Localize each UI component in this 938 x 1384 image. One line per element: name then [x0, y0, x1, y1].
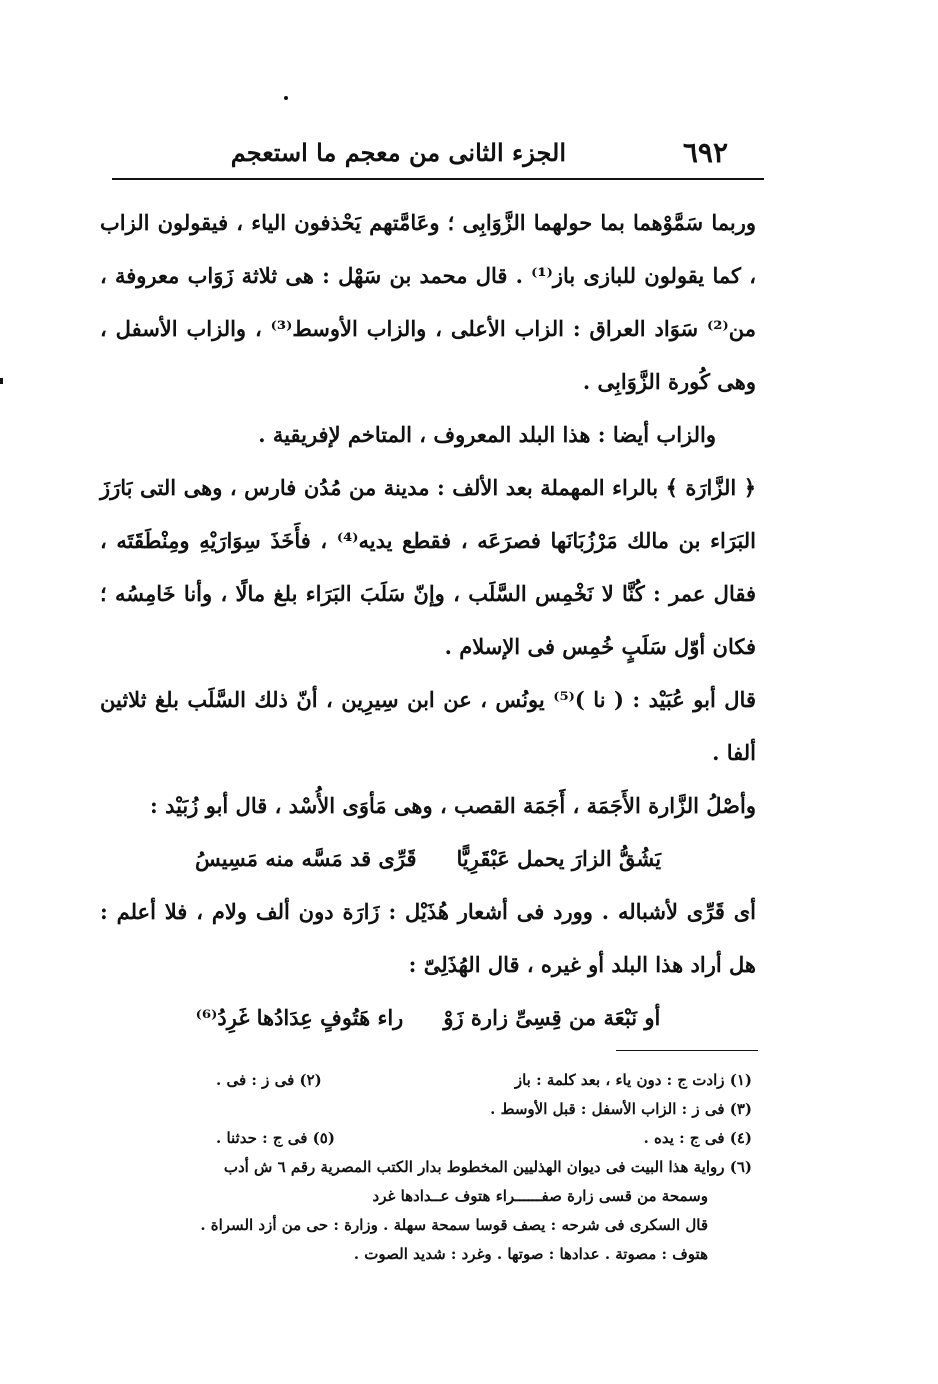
page-number: ٦٩٢ — [682, 136, 728, 169]
paragraph-origin: وأصْلُ الزَّارة الأَجَمَة ، أَجَمَة القصب ، وهى مَأوَى الأُسْد ، قال أبو زُبَيْد : — [150, 793, 756, 818]
verse-2-first-hemistich: أو نَبْعَة من قِسِىِّ زارة زَوْ — [443, 1005, 661, 1030]
paragraph-zab-also: والزاب أيضا : هذا البلد المعروف ، المتاخم لإفريقية . — [258, 422, 716, 447]
footnote-3: (٣) فى ز : الزاب الأسفل : قبل الأوسط . — [490, 1100, 752, 1118]
running-title: الجزء الثانى من معجم ما استعجم — [230, 138, 566, 167]
footnote-6: (٦) رواية هذا البيت فى ديوان الهذليين المخطوط بدار الكتب المصرية رقم ٦ ش أدب — [223, 1158, 752, 1176]
footnote-6-verse: وسمحة من قسى زارة صفــــــراء هتوف عــداد‌ها غرد — [372, 1187, 708, 1205]
footnote-4: (٤) فى ج : يده . — [643, 1129, 752, 1147]
footnotes — [96, 1066, 752, 1269]
footnote-rule — [616, 1050, 758, 1051]
footnote-row — [96, 1066, 752, 1095]
verse-hudhali — [100, 991, 756, 1044]
footnote-2: (٢) فى ز : فى . — [216, 1071, 322, 1089]
page-header — [112, 132, 762, 172]
footnote-5: (٥) فى ج : حدثنا . — [216, 1129, 335, 1147]
verse-1-second-hemistich: قَرِّى قد مَسَّه منه مَسِيسُ — [194, 846, 417, 871]
paragraph-zab: وربما سَمَّوْهما بما حولهما الزَّوَابِى ؛ وعَامَّتهم يَحْذفون الياء ، فيقولون الزاب ، كما يقولون للبازى باز⁽¹⁾ . قال محمد بن سَهْل : هى ثلاثة زَوَاب معروفة ، من⁽²⁾ سَوَاد العراق : الزاب الأعلى ، والزاب الأوسط⁽³⁾ ، والزاب الأسفل ، وهى كُورة الزَّوَابِى . — [100, 210, 756, 394]
paragraph-hudhayl: أى قَرِّى لأشباله . وورد فى أشعار هُذَيْل : زَارَة دون ألف ولام ، فلا أعلم : هل أراد هذا البلد أو غيره ، قال الهُذَلِىّ : — [100, 899, 756, 977]
footnote-row — [96, 1124, 752, 1153]
footnote-6-glossary: هتوف : مصوتة . عدادها : صوتها . وغرد : شديد الصوت . — [353, 1245, 708, 1263]
footnote-1: (١) زادت ج : دون ياء ، بعد كلمة : باز — [514, 1071, 752, 1089]
footnote-6-commentary: قال السكرى فى شرحه : يصف قوسا سمحة سهلة . وزارة : حى من أزد السراة . — [200, 1216, 708, 1234]
paragraph-abu-ubayd: قال أبو عُبَيْد : ( نا )⁽⁵⁾ يونُس ، عن ابن سِيرِين ، أنّ ذلك السَّلَب بلغ ثلاثين ألفا . — [100, 687, 756, 765]
paragraph-zara-entry: ﴿ الزَّارَة ﴾ بالراء المهملة بعد الألف : مدينة من مُدُن فارس ، وهى التى بَارَزَ البَرَاء بن مالك مَرْزُبَانَها فصرَعَه ، فقطع يديه⁽⁴⁾ ، فأَخَذَ سِوَارَيْهِ ومِنْطَقَتَه ، فقال عمر : كُنَّا لا نَخْمِس السَّلَب ، وإنّ سَلَبَ البَرَاء بلغ مالًا ، وأنا خَامِسُه ؛ فكان أوّل سَلَبٍ خُمِس فى الإسلام . — [100, 475, 756, 659]
header-rule — [112, 178, 764, 180]
page-edge-mark — [0, 378, 3, 384]
verse-abu-zubayd — [100, 832, 756, 885]
verse-2-second-hemistich: راء هَتُوفٍ عِدَادُها غَرِدُ⁽⁶⁾ — [195, 1005, 404, 1030]
main-text — [100, 196, 756, 1044]
verse-1-first-hemistich: يَشُقُّ الزارَ يحمل عَبْقَرِيًّا — [456, 846, 662, 871]
ink-speck — [284, 96, 288, 100]
